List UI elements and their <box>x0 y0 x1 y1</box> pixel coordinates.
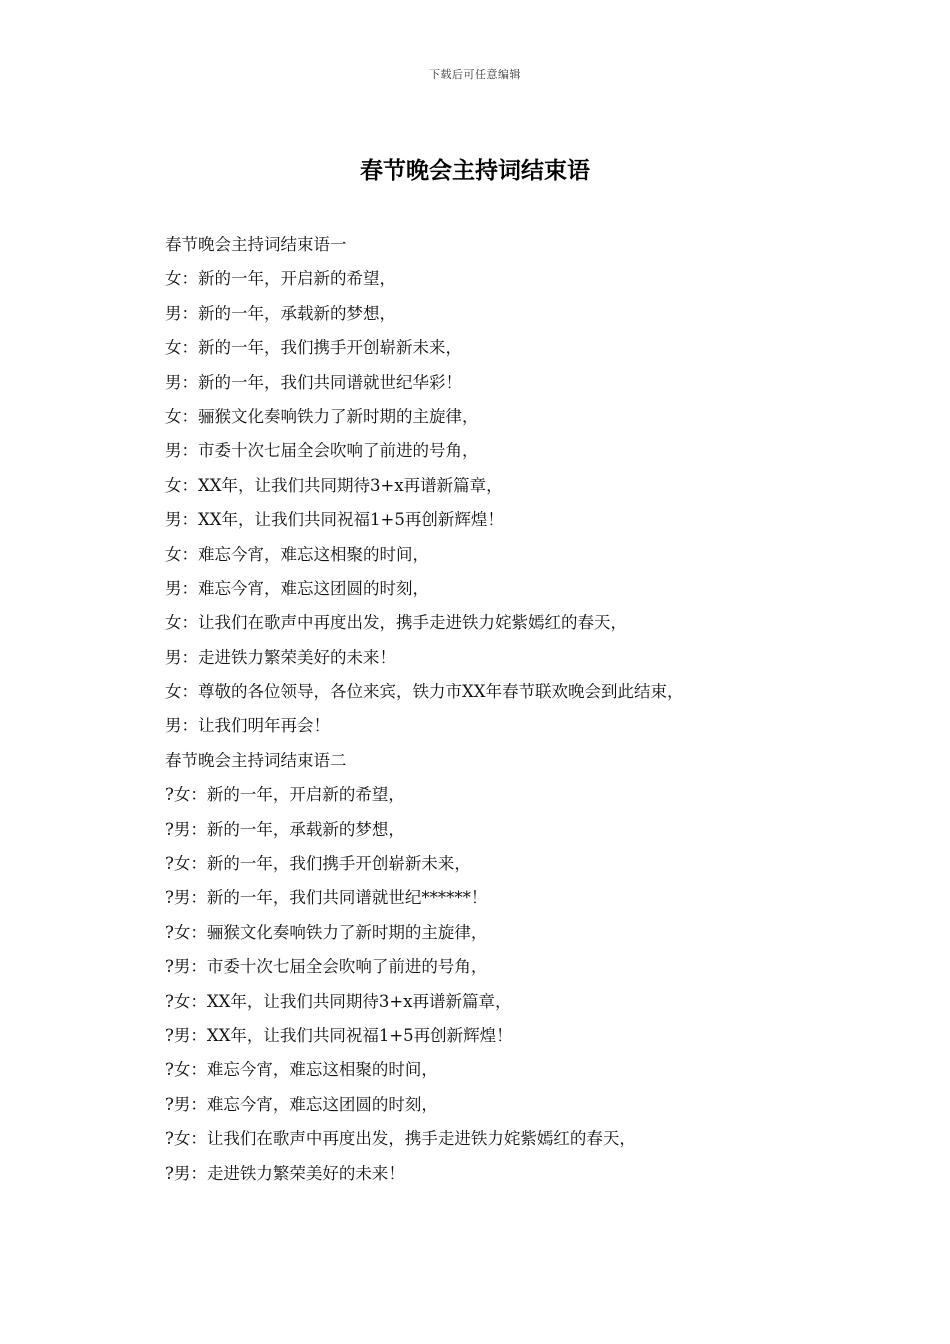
section-heading-1: 春节晚会主持词结束语一 <box>165 235 347 254</box>
dialogue-line: ?男：新的一年，承载新的梦想， <box>165 819 405 839</box>
header-note: 下载后可任意编辑 <box>429 68 521 81</box>
section-heading-2: 春节晚会主持词结束语二 <box>165 750 347 770</box>
dialogue-line: 男：XX年，让我们共同祝福1+5再创新辉煌！ <box>165 510 504 530</box>
dialogue-line: 男：新的一年，我们共同谱就世纪华彩！ <box>165 372 462 392</box>
dialogue-line: 女：XX年，让我们共同期待3+x再谱新篇章， <box>165 475 503 495</box>
dialogue-line: 女：尊敬的各位领导，各位来宾，铁力市XX年春节联欢晚会到此结束， <box>165 682 684 702</box>
dialogue-line: ?女：新的一年，我们携手开创崭新未来， <box>165 854 471 874</box>
dialogue-line: ?男：市委十次七届全会吹响了前进的号角， <box>165 957 488 977</box>
dialogue-line: ?女：难忘今宵，难忘这相聚的时间， <box>165 1060 438 1080</box>
dialogue-line: 女：新的一年，我们携手开创崭新未来， <box>165 338 462 358</box>
dialogue-line: ?男：XX年，让我们共同祝福1+5再创新辉煌！ <box>165 1025 513 1045</box>
document-title: 春节晚会主持词结束语 <box>360 157 590 184</box>
dialogue-line: 男：难忘今宵，难忘这团圆的时刻， <box>165 578 429 598</box>
dialogue-line: 女：难忘今宵，难忘这相聚的时间， <box>165 544 429 564</box>
dialogue-line: 男：新的一年，承载新的梦想， <box>165 303 396 323</box>
dialogue-line: 男：让我们明年再会！ <box>165 716 330 736</box>
dialogue-line: ?男：走进铁力繁荣美好的未来！ <box>165 1163 405 1183</box>
dialogue-line: 女：新的一年，开启新的希望， <box>165 269 396 289</box>
dialogue-line: 女：让我们在歌声中再度出发，携手走进铁力姹紫嫣红的春天， <box>165 613 627 633</box>
dialogue-line: ?女：XX年，让我们共同期待3+x再谱新篇章， <box>165 991 512 1011</box>
dialogue-line: ?男：难忘今宵，难忘这团圆的时刻， <box>165 1094 438 1114</box>
dialogue-line: 男：市委十次七届全会吹响了前进的号角， <box>165 441 479 461</box>
dialogue-line: ?女：新的一年，开启新的希望， <box>165 785 405 805</box>
dialogue-line: 女：骊猴文化奏响铁力了新时期的主旋律， <box>165 406 479 426</box>
dialogue-line: 男：走进铁力繁荣美好的未来！ <box>165 647 396 667</box>
document-body <box>165 228 805 1191</box>
dialogue-line: ?女：骊猴文化奏响铁力了新时期的主旋律， <box>165 922 488 942</box>
dialogue-line: ?女：让我们在歌声中再度出发，携手走进铁力姹紫嫣红的春天， <box>165 1129 636 1149</box>
dialogue-line: ?男：新的一年，我们共同谱就世纪******！ <box>165 888 488 908</box>
